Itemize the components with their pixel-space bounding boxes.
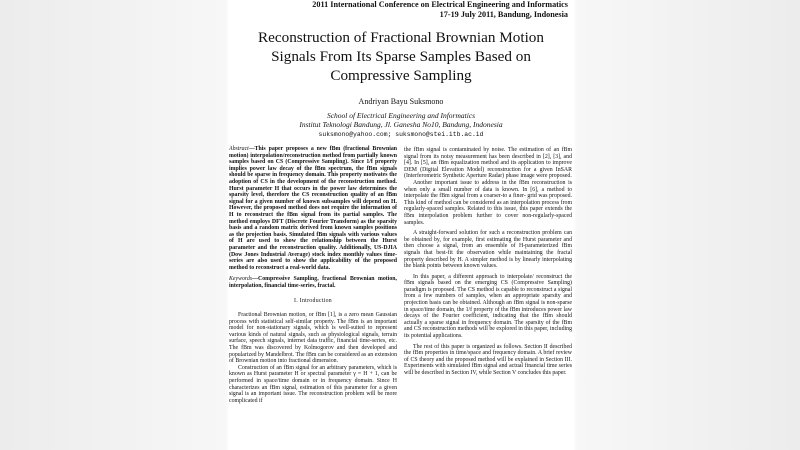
keywords [229, 276, 397, 289]
paper-page [228, 0, 574, 450]
title-line-2: Signals From Its Sparse Samples Based on [271, 48, 531, 65]
author-institute: Institut Teknologi Bandung, Jl. Ganesha No10, Bandung, Indonesia [299, 120, 503, 130]
section-heading-introduction: I. Introduction [294, 298, 332, 305]
abstract-label: Abstract [229, 146, 249, 152]
right-paragraph-2: Another important issue to address in the fBm reconstruction is when only a small number of data is known. In [6], a method to interpolate the fBm signal from a coarser-to a finer- grid was proposed. This kind of method can be considered as an interpolation process from regularly-spaced samples. Related to this issue, this paper extends the fBm interpolation problem further to cover non-regularly-spaced samples. [404, 179, 572, 226]
author-school: School of Electrical Engineering and Informatics [326, 110, 476, 120]
right-column [404, 147, 572, 377]
right-paragraph-3: A straight-forward solution for such a reconstruction problem can be obtained by, for example, first estimating the Hurst parameter and then choose a signal, from an ensemble of H-parameterized fBm signals that best-fit the observation while maintaining the fractal property described by H. A simpler method is by linearly interpolating the blank points between known values. [404, 230, 572, 270]
conference-date: 17-19 July 2011, Bandung, Indonesia [439, 9, 568, 19]
title-line-3: Compressive Sampling [330, 67, 472, 84]
right-paragraph-5: The rest of this paper is organized as follows. Section II described the fBm properties in time/space and frequency domain. A brief review of CS theory and the proposed method will be explained in Section III. Experiments with simulated fBm signal and actual financial time series will be described in Section IV, while Section V concludes this paper. [404, 343, 572, 376]
right-paragraph-1: the fBm signal is contaminated by noise. The estimation of an fBm signal from its noisy measurement has been described in [2], [3], and [4]. In [5], an fBm equalization method and its application to improve DEM (Digital Elevation Model) reconstruction for a given InSAR (Interferometric Synthetic Aperture Radar) phase image were proposed. [404, 147, 572, 180]
abstract-text: —This paper proposes a new fBm (fractional Brownian motion) interpolation/reconstruction method from partially known samples based on CS (Compressive Sampling). Since 1/f property implies power law decay of the fBm spectrum, the fBm signals should be sparse in frequency domain. This property motivates the adoption of CS in the development of the reconstruction method. Hurst parameter H that occurs in the power law determines the sparsity level, therefore the CS reconstruction quality of an fBm signal for a given number of known subsamples will depend on H. However, the proposed method does not require the information of H to reconstruct the fBm signal from its partial samples. The method employs DFT (Discrete Fourier Transform) as the sparsity basis and a random matrix derived from known samples positions as the projection basis. Simulated fBm signals with various values of H are used to show the relationship between the Hurst parameter and the reconstruction quality. Additionally, US-DJIA (Dow Jones Industrial Average) stock index monthly values time-series are also used to show the applicability of the proposed method to reconstruct a real-world data. [229, 146, 397, 271]
author-emails: suksmono@yahoo.com; suksmono@stei.itb.ac.id [318, 130, 484, 138]
conference-name: 2011 International Conference on Electrical Engineering and Informatics [312, 0, 568, 9]
author-block [228, 97, 574, 139]
abstract [229, 146, 397, 271]
intro-paragraph-1: Fractional Brownian motion, or fBm [1], is a zero mean Gaussian process with statistical self-similar property. The fBm is an important model for non-stationary signals, which is well-suited to represent various kinds of natural signals, such as physiological signals, terrain surface, speech signals, internet data traffic, financial time-series, etc. The fBm was discovered by Kolmogorov and then developed and popularized by Mandelbrot. The fBm can be considered as an extension of Brownian motion into fractional dimension. [229, 312, 397, 365]
author-name: Andriyan Bayu Suksmono [358, 97, 444, 106]
left-column [229, 146, 397, 404]
keywords-label: Keywords [229, 276, 253, 283]
keywords-text: —Compressive Sampling, fractional Brownian motion, interpolation, financial time-series, fractal. [229, 276, 397, 289]
right-paragraph-4: In this paper, a different approach to interpolate/ reconstruct the fBm signals based on the emerging CS (Compressive Sampling) paradigm is proposed. The CS method is capable to reconstruct a signal from a few numbers of samples, when an appropriate sparsity and projection basis can be obtained. Although an fBm signal is non-sparse in space/time domain, the 1/f property of the fBm introduces power law decays of the Fourier coefficient, indicating that the fBm should actually a sparse signal in frequency domain. The sparsity of the fBm and CS reconstruction methods will be explored in this paper, including its potential applications. [404, 273, 572, 340]
title-line-1: Reconstruction of Fractional Brownian Motion [258, 29, 544, 46]
conference-header [312, 0, 568, 19]
paper-title [228, 28, 574, 85]
intro-paragraph-2: Construction of an fBm signal for an arbitrary parameters, which is known as Hurst parameter H or spectral parameter γ = H + 1, can be performed in space/time domain or in frequency domain. Since H characterizes an fBm signal, estimation of this parameter for a given signal is an important issue. The reconstruction problem will be more complicated if [229, 364, 397, 404]
